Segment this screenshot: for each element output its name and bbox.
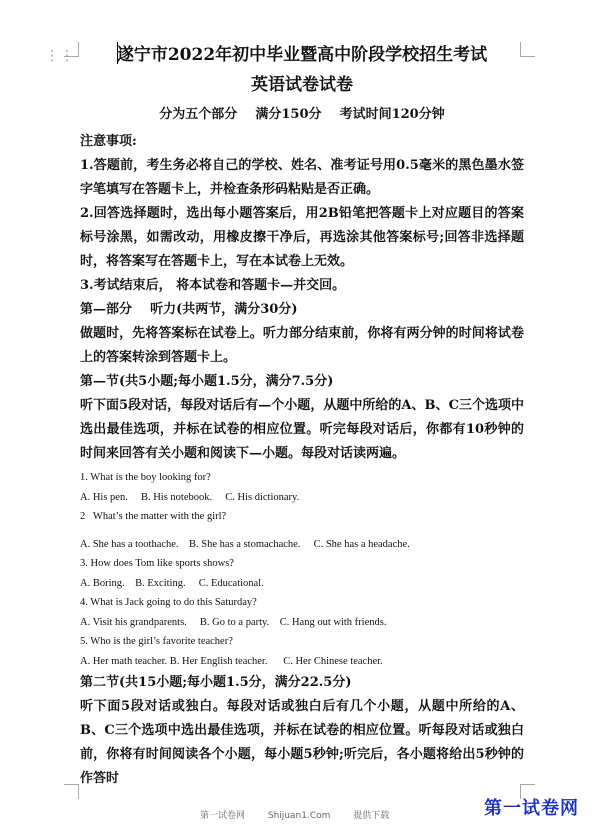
footer-text: 第一试卷网 Shijuan1.Com 提供下载 <box>200 811 390 821</box>
brand-logo[interactable]: 第一试卷网 <box>484 798 579 819</box>
question-5-options: A. Her math teacher. B. Her English teacher. C. Her Chinese teacher. <box>80 655 383 667</box>
question-2-options: A. She has a toothache. B. She has a stomachache. C. She has a headache. <box>80 538 410 550</box>
doc-title: 遂宁市2022年初中毕业暨高中阶段学校招生考试 <box>116 45 488 65</box>
question-3-stem: 3. How does Tom like sports shows? <box>80 558 234 569</box>
spacer <box>80 527 524 535</box>
crop-mark-bottom-left <box>64 784 79 799</box>
part1-heading: 第—部分 听力(共两节，满分30分) <box>80 302 298 317</box>
section1-heading: 第—节(共5小题;每小题1.5分，满分7.5分) <box>80 374 334 389</box>
question-1-stem: 1. What is the boy looking for? <box>80 472 211 483</box>
question-list <box>80 468 524 671</box>
section2-intro: 听下面5段对话或独白。每段对话或独白后有几个小题，从题中所给的A、B、C三个选项中选出最佳选项，并标在试卷的相应位置。听每段对话或独白前，你将有时间阅读各个小题，每小题5秒钟;听完后，各小题将给出5秒钟的作答时 <box>80 699 524 786</box>
question-3-options: A. Boring. B. Exciting. C. Educational. <box>80 577 264 589</box>
question-4-options: A. Visit his grandparents. B. Go to a party. C. Hang out with friends. <box>80 616 387 628</box>
part1-intro: 做题时，先将答案标在试卷上。听力部分结束前，你将有两分钟的时间将试卷上的答案转涂到答题卡上。 <box>80 326 524 365</box>
document-page[interactable] <box>80 40 524 791</box>
section1-intro: 听下面5段对话，每段对话后有—个小题，从题中所给的A、B、C三个选项中选出最佳选项，并标在试卷的相应位置。听完每段对话后，你都有10秒钟的时间来回答有关小题和阅读下—小题。每段对话读两遍。 <box>80 398 524 461</box>
question-1-options: A. His pen. B. His notebook. C. His dictionary. <box>80 491 300 503</box>
exam-info: 分为五个部分 满分150分 考试时间120分钟 <box>159 107 445 122</box>
section2-heading: 第二节(共15小题;每小题1.5分，满分22.5分) <box>80 675 352 690</box>
notice-item-1: 1.答题前，考生务必将自己的学校、姓名、准考证号用0.5毫米的黑色墨水签字笔填写在答题卡上，并检查条形码粘贴是否正确。 <box>80 158 524 197</box>
notice-item-2: 2.回答选择题时，选出每小题答案后，用2B铅笔把答题卡上对应题目的答案标号涂黑，如需改动，用橡皮擦干净后，再选涂其他答案标号;回答非选择题时，将答案写在答题卡上，写在本试卷上无效。 <box>80 206 524 269</box>
notice-heading: 注意事项: <box>80 134 137 149</box>
question-5-stem: 5. Who is the girl’s favorite teacher? <box>80 636 233 647</box>
doc-subtitle: 英语试卷试卷 <box>251 75 353 95</box>
crop-mark-top-left <box>64 42 79 57</box>
question-4-stem: 4. What is Jack going to do this Saturday? <box>80 597 257 608</box>
notice-item-3: 3.考试结束后， 将本试卷和答题卡—并交回。 <box>80 278 346 293</box>
question-2-stem: 2 What’s the matter with the girl? <box>80 511 227 522</box>
drag-handle-icon[interactable]: ⋮⋮ <box>45 48 75 64</box>
